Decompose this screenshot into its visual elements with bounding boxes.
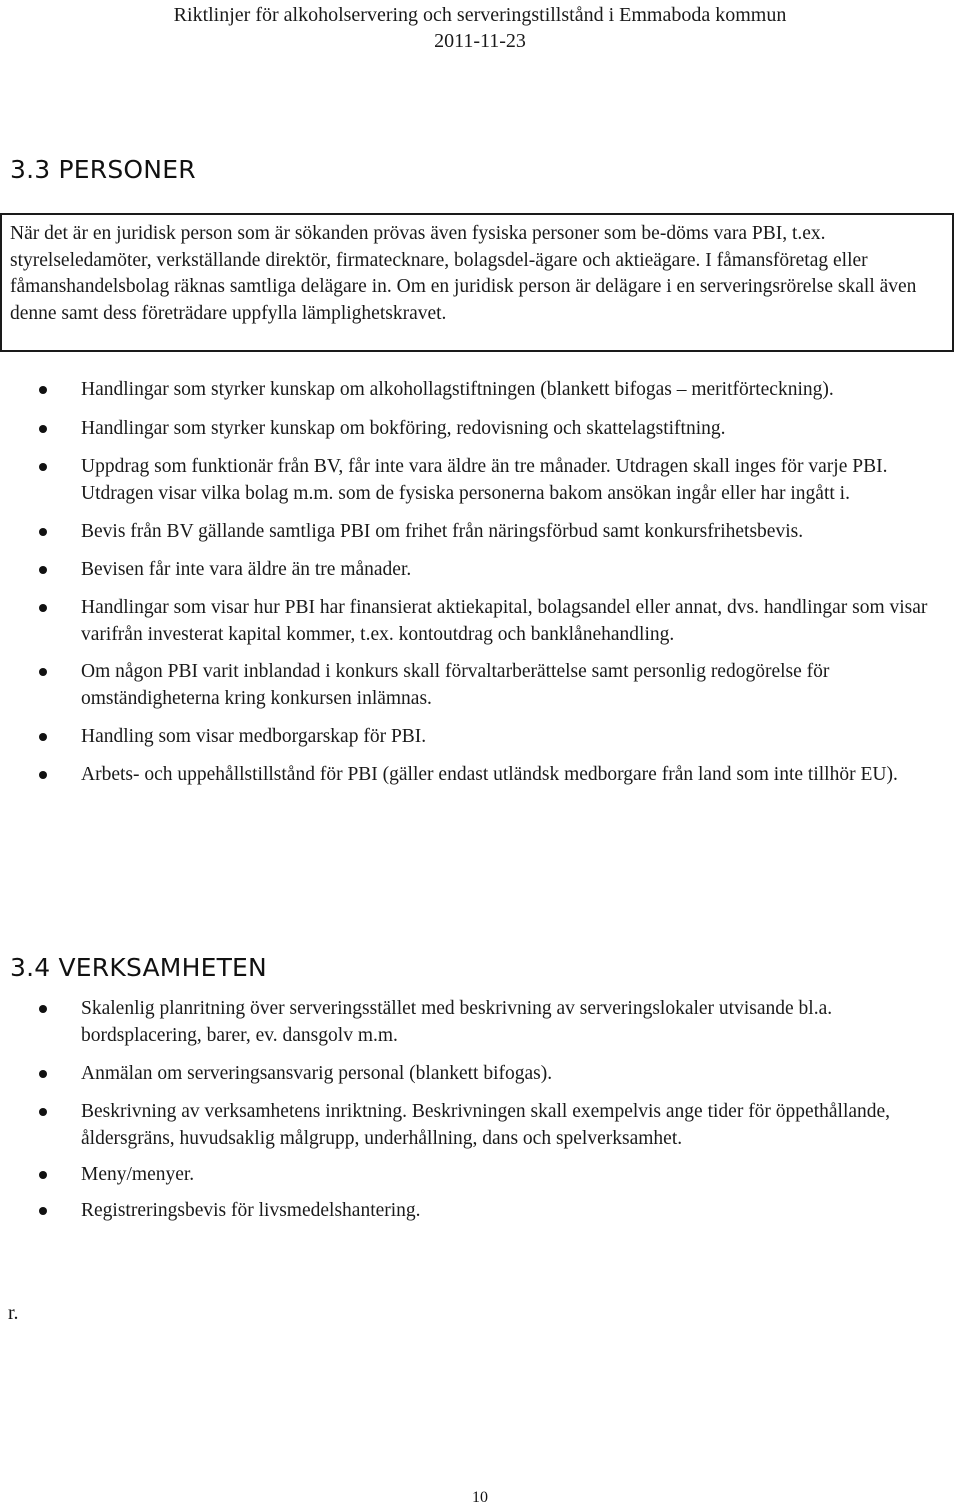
document-header-title: Riktlinjer för alkoholservering och serveringstillstånd i Emmaboda kommun: [173, 4, 787, 26]
list-item: [0, 415, 950, 442]
personer-requirements-list: [0, 376, 950, 788]
list-item-text: Meny/menyer.: [81, 1164, 195, 1185]
section-heading-verksamheten: 3.4 VERKSAMHETEN: [10, 953, 267, 982]
list-item: [0, 1161, 950, 1188]
bullet-icon: [39, 771, 47, 779]
bullet-icon: [39, 425, 47, 433]
list-item: [0, 376, 950, 403]
verksamheten-requirements-list: [0, 995, 950, 1224]
page-number: 10: [472, 1489, 488, 1506]
bullet-icon: [39, 463, 47, 471]
list-item: [0, 1197, 950, 1224]
bullet-icon: [39, 1005, 47, 1013]
bullet-icon: [39, 1207, 47, 1215]
list-item-text: Anmälan om serveringsansvarig personal (blankett bifogas).: [81, 1063, 553, 1084]
bullet-icon: [39, 604, 47, 612]
bullet-icon: [39, 528, 47, 536]
list-item-text: Skalenlig planritning över serveringsstället med beskrivning av serveringslokaler utvisande bl.a. bordsplacering, barer, ev. dansgolv m.m.: [81, 998, 833, 1046]
list-item: [0, 556, 950, 583]
list-item-text: Handlingar som visar hur PBI har finansierat aktiekapital, bolagsandel eller annat, dvs. handlingar som visar varifrån investerat kapital kommer, t.ex. kontoutdrag och banklånehandling.: [81, 597, 928, 645]
list-item: [0, 761, 950, 788]
list-item-text: Handlingar som styrker kunskap om bokföring, redovisning och skattelagstiftning.: [81, 418, 726, 439]
list-item: [0, 594, 950, 648]
document-header-date: 2011-11-23: [434, 30, 526, 52]
list-item-text: Handlingar som styrker kunskap om alkohollagstiftningen (blankett bifogas – meritförteckning).: [81, 379, 834, 400]
list-item-text: Uppdrag som funktionär från BV, får inte vara äldre än tre månader. Utdragen skall inges för varje PBI. Utdragen visar vilka bolag m.m. som de fysiska personerna bakom ansökan ingår eller har ingått i.: [81, 456, 888, 504]
bullet-icon: [39, 566, 47, 574]
info-box-text: När det är en juridisk person som är sökanden prövas även fysiska personer som be-döms vara PBI, t.ex. styrelseledamöter, verkställande direktör, firmatecknare, bolagsdel-ägare och aktieägare. I fåmansföretag eller fåmanshandelsbolag räknas samtliga delägare in. Om en juridisk person är delägare i en serveringsrörelse skall även denne samt dess företrädare uppfylla lämplighetskravet.: [10, 223, 917, 324]
section-heading-personer: 3.3 PERSONER: [10, 155, 196, 184]
info-box: [0, 213, 954, 352]
list-item: [0, 518, 950, 545]
bullet-icon: [39, 386, 47, 394]
list-item: [0, 658, 950, 712]
list-item: [0, 723, 950, 750]
bullet-icon: [39, 668, 47, 676]
list-item: [0, 1098, 950, 1152]
list-item-text: Beskrivning av verksamhetens inriktning. Beskrivningen skall exempelvis ange tider för öppethållande, åldersgräns, huvudsaklig målgrupp, underhållning, dans och spelverksamhet.: [81, 1101, 891, 1149]
list-item: [0, 1060, 950, 1087]
bullet-icon: [39, 1070, 47, 1078]
list-item-text: Bevis från BV gällande samtliga PBI om frihet från näringsförbud samt konkursfrihetsbevis.: [81, 521, 804, 542]
list-item-text: Bevisen får inte vara äldre än tre månader.: [81, 559, 412, 580]
list-item-text: Registreringsbevis för livsmedelshantering.: [81, 1200, 421, 1221]
stray-text: r.: [8, 1302, 19, 1324]
bullet-icon: [39, 1108, 47, 1116]
bullet-icon: [39, 733, 47, 741]
bullet-icon: [39, 1171, 47, 1179]
list-item-text: Handling som visar medborgarskap för PBI.: [81, 726, 427, 747]
list-item-text: Arbets- och uppehållstillstånd för PBI (gäller endast utländsk medborgare från land som inte tillhör EU).: [81, 764, 898, 785]
list-item-text: Om någon PBI varit inblandad i konkurs skall förvaltarberättelse samt personlig redogörelse för omständigheterna kring konkursen inlämnas.: [81, 661, 830, 709]
list-item: [0, 453, 950, 507]
list-item: [0, 995, 950, 1049]
